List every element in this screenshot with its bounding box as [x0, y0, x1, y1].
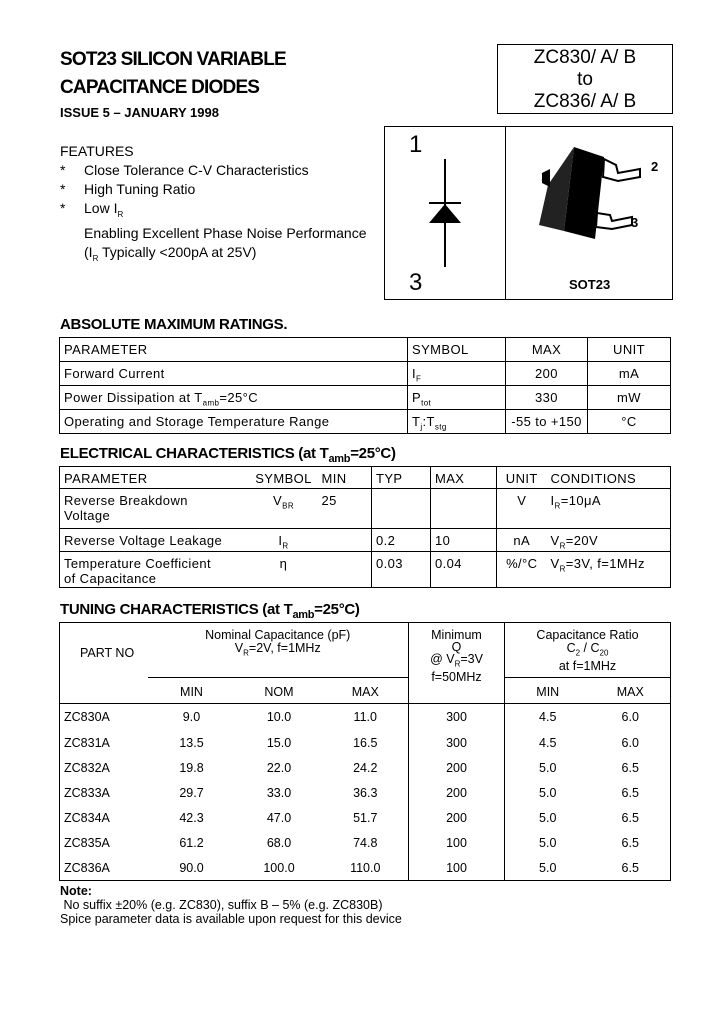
- cell-q: 200: [409, 781, 505, 806]
- note-section: [60, 884, 402, 926]
- part-range-to: to: [577, 69, 593, 90]
- header-text: Nominal Capacitance (pF): [205, 628, 351, 642]
- subscript: R: [92, 253, 99, 263]
- table-header-row: [60, 338, 671, 362]
- table-header-row: [60, 467, 671, 489]
- cell-max: 330: [506, 386, 588, 410]
- subscript: R: [117, 209, 124, 219]
- cond-text: =10μA: [560, 493, 601, 508]
- cell-min: 13.5: [179, 736, 204, 750]
- header-text: at f=1MHz: [558, 658, 617, 673]
- cell-nom: 22.0: [266, 761, 292, 775]
- cell-part: ZC834A: [64, 811, 110, 825]
- feature-text: (I: [84, 243, 93, 260]
- col-parameter: PARAMETER: [64, 471, 148, 486]
- feature-text: Low I: [84, 200, 118, 216]
- table-row: [60, 781, 671, 806]
- cell-max: 16.5: [353, 736, 378, 750]
- col-unit: UNIT: [497, 467, 547, 489]
- bullet: *: [60, 200, 66, 216]
- cell-typ: [372, 489, 431, 529]
- cell-q: 100: [409, 831, 505, 856]
- cond-text: =3V, f=1MHz: [565, 555, 645, 571]
- col-typ: TYP: [372, 467, 431, 489]
- cond-text: / C: [580, 641, 600, 655]
- cell-symbol: η: [279, 555, 288, 571]
- param-text: Voltage: [64, 508, 111, 523]
- cell-min: 61.2: [179, 836, 204, 850]
- cell-min: 29.7: [179, 786, 204, 800]
- param-text: =25°C: [219, 390, 259, 405]
- cell-unit: nA: [497, 529, 547, 552]
- cell-unit: V: [497, 489, 547, 529]
- features-section: [60, 142, 390, 268]
- cell-max: 0.04: [431, 551, 497, 587]
- header-text: [506, 642, 669, 660]
- cell-conditions: [547, 529, 671, 552]
- note-line: No suffix ±20% (e.g. ZC830), suffix B – 5% (e.g. ZC830B): [60, 898, 383, 912]
- cell-ratio-min: 4.5: [539, 710, 557, 725]
- diode-symbol-icon: [385, 127, 505, 299]
- subscript: R: [559, 564, 566, 574]
- cell-ratio-max: 6.5: [621, 860, 639, 875]
- cell-ratio-max: 6.0: [621, 736, 639, 750]
- sot23-package-icon: [506, 127, 672, 299]
- heading-text: =25°C): [314, 601, 360, 618]
- page-title: [60, 46, 286, 102]
- cell-nom: 10.0: [266, 710, 292, 725]
- col-conditions: CONDITIONS: [550, 471, 637, 486]
- cell-unit: °C: [588, 410, 671, 434]
- cell-symbol: [250, 529, 318, 552]
- subscript: R: [282, 541, 289, 551]
- symbol-text: T: [412, 414, 421, 429]
- cell-ratio-min: 5.0: [539, 786, 557, 800]
- col-parameter: PARAMETER: [64, 342, 148, 357]
- part-range-start: ZC830/ A/ B: [533, 47, 637, 68]
- table-row: [60, 704, 671, 731]
- cell-symbol: [408, 386, 506, 410]
- cell-min: [318, 529, 372, 552]
- table-row: [60, 410, 671, 434]
- cell-min: 25: [321, 493, 337, 508]
- amr-heading: ABSOLUTE MAXIMUM RATINGS.: [60, 316, 288, 333]
- header-text: [149, 642, 408, 660]
- col-max: MAX: [351, 685, 379, 699]
- subscript: F: [416, 374, 422, 384]
- cell-nom: 68.0: [266, 836, 292, 850]
- cell-nom: 33.0: [266, 786, 292, 800]
- feature-text: Typically <200pA at 25V): [98, 243, 257, 260]
- header-text: Capacitance Ratio: [536, 628, 639, 642]
- cell-conditions: [547, 551, 671, 587]
- cell-param: Operating and Storage Temperature Range: [64, 414, 330, 429]
- cond-text: =3V: [460, 652, 483, 666]
- cell-param: Forward Current: [64, 366, 165, 381]
- table-subheader-row: [60, 678, 671, 704]
- cell-symbol: [408, 410, 506, 434]
- col-symbol: SYMBOL: [255, 471, 312, 486]
- table-row: [60, 489, 671, 529]
- subscript: R: [554, 501, 561, 511]
- header-text: [410, 653, 503, 671]
- symbol-text: I: [412, 366, 417, 381]
- subscript: 20: [599, 648, 609, 658]
- table-row: [60, 806, 671, 831]
- cell-param: [60, 386, 408, 410]
- feature-text: Enabling Excellent Phase Noise Performance: [84, 224, 367, 241]
- amr-table: [59, 337, 671, 434]
- cell-part: ZC833A: [64, 786, 110, 800]
- cell-ratio-max: 6.5: [621, 786, 639, 800]
- feature-item: [60, 180, 390, 199]
- issue-date: ISSUE 5 – JANUARY 1998: [60, 105, 219, 120]
- cell-max: -55 to +150: [506, 410, 588, 434]
- feature-item: [60, 199, 390, 268]
- subscript: R: [559, 541, 566, 551]
- param-text: Temperature Coefficient: [64, 555, 211, 571]
- bullet: *: [60, 181, 66, 197]
- cell-max: 10: [431, 529, 497, 552]
- ec-table: [59, 466, 671, 588]
- heading-text: =25°C): [350, 445, 396, 462]
- cell-ratio-max: 6.5: [621, 836, 639, 850]
- pin-1-label: 1: [409, 131, 423, 158]
- ec-heading: [60, 445, 396, 465]
- cell-max: 110.0: [350, 860, 381, 875]
- param-text: Reverse Breakdown: [64, 493, 188, 508]
- cell-unit: mA: [588, 362, 671, 386]
- subscript: stg: [434, 422, 447, 432]
- col-capacitance-ratio: [505, 623, 671, 678]
- subscript: j: [420, 422, 423, 432]
- cell-min: 19.8: [179, 761, 204, 775]
- subscript: R: [454, 659, 461, 669]
- col-part-no: PART NO: [80, 645, 135, 660]
- col-symbol: SYMBOL: [408, 338, 506, 362]
- subscript: amb: [328, 453, 351, 465]
- cell-max: 36.3: [353, 786, 378, 800]
- cell-ratio-max: 6.5: [621, 811, 639, 825]
- symbol-text: P: [412, 390, 422, 405]
- tc-table-body: [60, 704, 671, 881]
- col-ratio-max: MAX: [616, 685, 644, 699]
- table-row: [60, 856, 671, 881]
- cond-text: V: [550, 533, 560, 548]
- header-text: Q: [451, 640, 462, 654]
- pkg-pin-3: 3: [631, 215, 639, 230]
- cell-part: ZC836A: [64, 860, 110, 875]
- table-row: [60, 386, 671, 410]
- cell-typ: 0.03: [372, 551, 431, 587]
- cell-q: 100: [409, 856, 505, 881]
- table-row: [60, 831, 671, 856]
- symbol-text: V: [273, 493, 283, 508]
- pkg-pin-1: 1: [541, 169, 549, 184]
- cell-ratio-max: 6.5: [621, 761, 639, 775]
- heading-text: ELECTRICAL CHARACTERISTICS (at T: [60, 445, 329, 462]
- cell-ratio-min: 5.0: [539, 761, 557, 775]
- cell-max: [431, 489, 497, 529]
- cell-typ: 0.2: [372, 529, 431, 552]
- cell-ratio-max: 6.0: [621, 710, 639, 725]
- table-row: [60, 551, 671, 587]
- cell-nom: 15.0: [266, 736, 292, 750]
- col-min: MIN: [180, 685, 203, 699]
- param-text: Power Dissipation at T: [64, 390, 203, 405]
- feature-text: Close Tolerance C-V Characteristics: [84, 162, 309, 178]
- cell-max: 200: [506, 362, 588, 386]
- cell-part: ZC830A: [64, 710, 110, 725]
- cell-part: ZC832A: [64, 761, 110, 775]
- cell-q: 300: [409, 704, 505, 731]
- cell-nom: 100.0: [263, 860, 295, 875]
- table-row: [60, 731, 671, 756]
- cond-text: V: [550, 555, 560, 571]
- note-line: Spice parameter data is available upon request for this device: [60, 912, 402, 926]
- subscript: tot: [421, 398, 432, 408]
- cell-param: [60, 489, 250, 529]
- tc-table: [59, 622, 671, 881]
- pkg-pin-2: 2: [651, 159, 659, 174]
- cell-ratio-min: 5.0: [539, 811, 557, 825]
- subscript: 2: [575, 648, 581, 658]
- cond-text: @ V: [430, 652, 455, 666]
- cell-nom: 47.0: [266, 811, 292, 825]
- cell-ratio-min: 5.0: [539, 836, 557, 850]
- col-nominal-capacitance: [148, 623, 409, 678]
- part-range-end: ZC836/ A/ B: [533, 91, 637, 112]
- subscript: amb: [202, 398, 220, 408]
- col-ratio-min: MIN: [536, 685, 560, 699]
- cell-q: 300: [409, 731, 505, 756]
- table-row: [60, 756, 671, 781]
- cell-max: 24.2: [353, 761, 378, 775]
- cell-unit: %/°C: [497, 551, 547, 587]
- subscript: amb: [292, 609, 315, 621]
- table-row: [60, 362, 671, 386]
- cell-q: 200: [409, 806, 505, 831]
- col-max: MAX: [431, 467, 497, 489]
- diagram-box: [384, 126, 673, 300]
- cond-text: I: [550, 493, 555, 508]
- param-text: of Capacitance: [64, 570, 157, 586]
- col-min: MIN: [321, 471, 347, 486]
- cell-ratio-min: 4.5: [539, 736, 557, 750]
- cell-max: 51.7: [353, 811, 378, 825]
- package-name: SOT23: [569, 277, 611, 292]
- cell-symbol: [250, 489, 318, 529]
- note-label: Note:: [60, 884, 92, 898]
- cell-part: ZC831A: [64, 736, 110, 750]
- cell-max: 11.0: [353, 710, 377, 725]
- title-line-1: SOT23 SILICON VARIABLE: [60, 49, 286, 70]
- cell-conditions: [547, 489, 671, 529]
- heading-text: TUNING CHARACTERISTICS (at T: [60, 601, 293, 618]
- symbol-text: :T: [422, 414, 435, 429]
- cell-unit: mW: [588, 386, 671, 410]
- tc-heading: [60, 601, 360, 621]
- cell-min: 42.3: [179, 811, 204, 825]
- cond-text: =2V, f=1MHz: [248, 641, 321, 655]
- cell-ratio-min: 5.0: [539, 860, 557, 875]
- cell-part: ZC835A: [64, 836, 110, 850]
- header-text: f=50MHz: [431, 669, 482, 684]
- cond-text: V: [234, 641, 244, 655]
- cond-text: C: [566, 641, 576, 655]
- table-header-row: [60, 623, 671, 678]
- feature-item: [60, 161, 390, 180]
- cell-param: Reverse Voltage Leakage: [64, 533, 223, 548]
- cell-min: [318, 551, 372, 587]
- cell-symbol: [408, 362, 506, 386]
- col-nom: NOM: [264, 685, 294, 699]
- cell-min: 90.0: [179, 860, 204, 875]
- header-text: Minimum: [431, 628, 482, 642]
- cell-max: 74.8: [353, 836, 378, 850]
- feature-text: High Tuning Ratio: [84, 181, 196, 197]
- part-number-box: [497, 44, 673, 114]
- table-row: [60, 529, 671, 552]
- cell-q: 200: [409, 756, 505, 781]
- col-minimum-q: [409, 623, 505, 704]
- subscript: R: [243, 648, 249, 658]
- bullet: *: [60, 162, 66, 178]
- col-unit: UNIT: [588, 338, 671, 362]
- col-max: MAX: [506, 338, 588, 362]
- title-line-2: CAPACITANCE DIODES: [60, 77, 260, 98]
- features-heading: FEATURES: [60, 143, 134, 159]
- symbol-text: I: [278, 533, 283, 548]
- subscript: BR: [282, 501, 294, 511]
- pin-3-label: 3: [409, 269, 423, 296]
- cell-min: 9.0: [182, 710, 201, 725]
- cell-param: [60, 551, 250, 587]
- cond-text: =20V: [565, 533, 599, 548]
